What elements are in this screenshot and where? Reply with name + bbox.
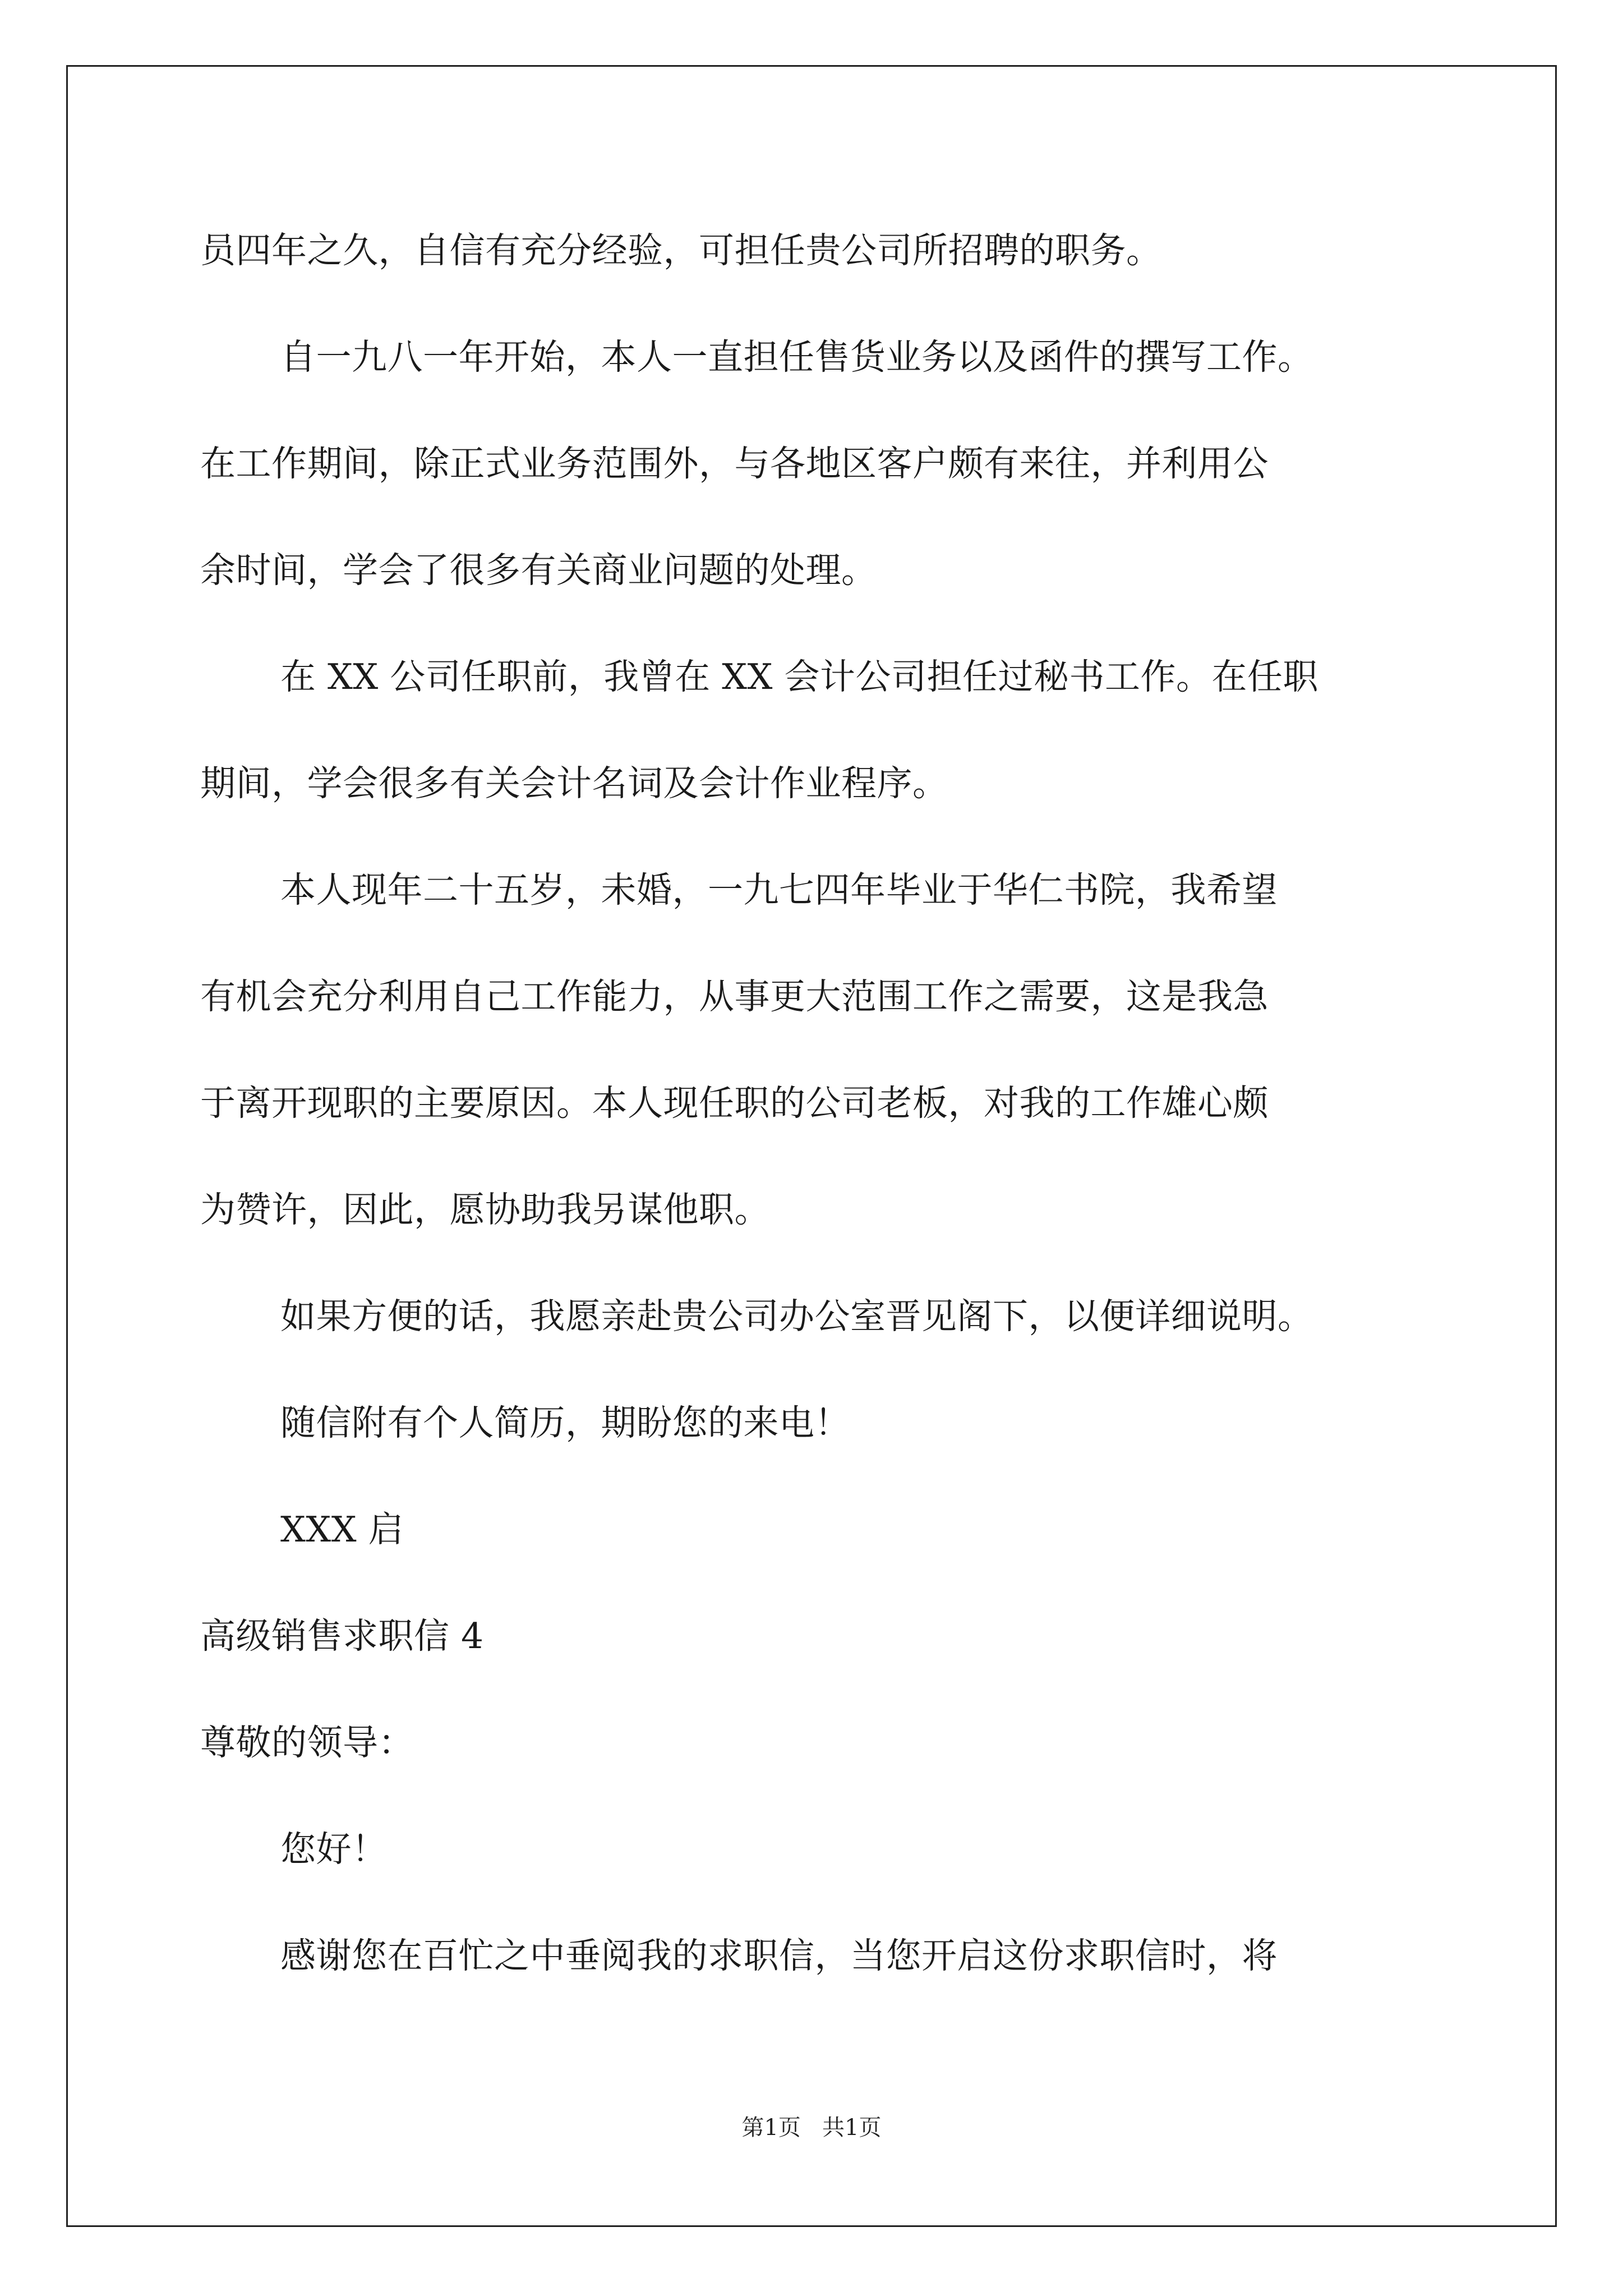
salutation: 尊敬的领导：	[200, 1722, 414, 1763]
section-heading: 高级销售求职信 4	[200, 1616, 484, 1657]
paragraph-3-line-2: 有机会充分利用自己工作能力，从事更大范围工作之需要，这是我急	[200, 976, 1269, 1017]
paragraph-5-line-1: 随信附有个人简历，期盼您的来电！	[280, 1402, 850, 1443]
paragraph-1-line-1: 自一九八一年开始，本人一直担任售货业务以及函件的撰写工作。	[280, 337, 1313, 378]
paragraph-6-line-1: 感谢您在百忙之中垂阅我的求职信，当您开启这份求职信时，将	[280, 1935, 1278, 1976]
paragraph-2-line-2: 期间，学会很多有关会计名词及会计作业程序。	[200, 763, 948, 804]
greeting: 您好！	[280, 1829, 388, 1870]
paragraph-1-line-2: 在工作期间，除正式业务范围外，与各地区客户颇有来往，并利用公	[200, 443, 1269, 484]
paragraph-2-line-1: 在 XX 公司任职前，我曾在 XX 会计公司担任过秘书工作。在任职	[280, 656, 1319, 697]
paragraph-3-line-3: 于离开现职的主要原因。本人现任职的公司老板，对我的工作雄心颇	[200, 1083, 1269, 1124]
paragraph-1-line-3: 余时间，学会了很多有关商业问题的处理。	[200, 550, 877, 591]
paragraph-3-line-1: 本人现年二十五岁，未婚，一九七四年毕业于华仁书院，我希望	[280, 869, 1278, 910]
paragraph-3-line-4: 为赞许，因此，愿协助我另谋他职。	[200, 1189, 770, 1230]
page-footer: 第1页 共1页	[741, 2115, 882, 2141]
paragraph-4-line-1: 如果方便的话，我愿亲赴贵公司办公室晋见阁下，以便详细说明。	[280, 1296, 1313, 1337]
signature-line: XXX 启	[280, 1509, 404, 1550]
page-border	[66, 65, 1557, 2227]
body-line-1: 员四年之久，自信有充分经验，可担任贵公司所招聘的职务。	[200, 230, 1162, 271]
